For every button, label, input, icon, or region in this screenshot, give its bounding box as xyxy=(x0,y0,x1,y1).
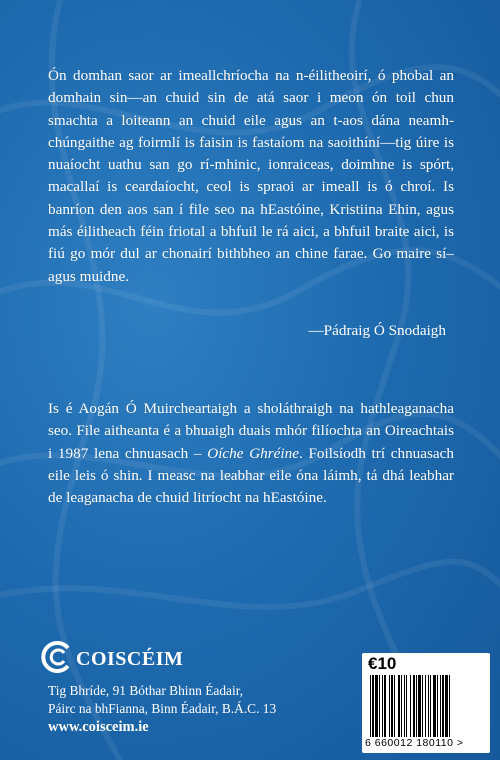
blurb-paragraph: Ón domhan saor ar imeallchríocha na n-éilitheoirí, ó phobal an domhain sin—an chuid sin de atá saor i meon ón toil chun smachta a loiteann an chuid eile agus an t-aos dána neamh-chúngaithe ag foirmlí is faisin is fastaíom na saoithíní—tig úire is nuaíocht uathu san go rí-mhinic, ionraiceas, doimhne is spórt, macallaí is ceardaíocht, ceol is spraoi ar imeall is ó chroí. Is banríon den aos san í file seo na hEastóine, Kristiina Ehin, agus más éilitheach féin friotal a bhfuil le rá aici, a bhfuil braite aici, is fiú go mór dul ar chonairí bithbheo an chine farae. Go maire sí–agus muidne. xyxy=(48,67,454,285)
translator-text-part2: . Foilsíodh trí chnuasach eile leis ó shin. I measc na leabhar eile óna láimh, tá dhá leabhar de leaganacha de chuid litríocht na hEastóine. xyxy=(48,444,455,507)
coisceim-c-icon xyxy=(40,640,74,674)
publisher-website: www.coisceim.ie xyxy=(48,719,149,735)
blurb-signature: —Pádraig Ó Snodaigh xyxy=(308,322,446,339)
barcode-bars xyxy=(370,675,484,737)
price-label: €10 xyxy=(368,654,397,673)
publisher-logo xyxy=(40,640,183,674)
publisher-name: COISCÉIM xyxy=(76,647,184,670)
translator-text-part1: Is é Aogán Ó Muircheartaigh a sholáthraigh na hathleaganacha seo. File aitheanta é a bhuaigh duais mhór filíochta an Oireachtais i 1987 lena chnuasach – xyxy=(48,400,454,462)
publisher-address xyxy=(48,682,276,718)
address-line-2: Páirc na bhFianna, Binn Éadair, B.Á.C. 13 xyxy=(48,701,277,716)
collection-title: Oíche Ghréine xyxy=(207,444,299,462)
address-line-1: Tig Bhríde, 91 Bóthar Bhinn Éadair, xyxy=(48,683,243,698)
translator-paragraph xyxy=(48,398,454,509)
barcode-number: 6 660012 180110 > xyxy=(365,737,464,749)
barcode-box xyxy=(362,653,490,753)
